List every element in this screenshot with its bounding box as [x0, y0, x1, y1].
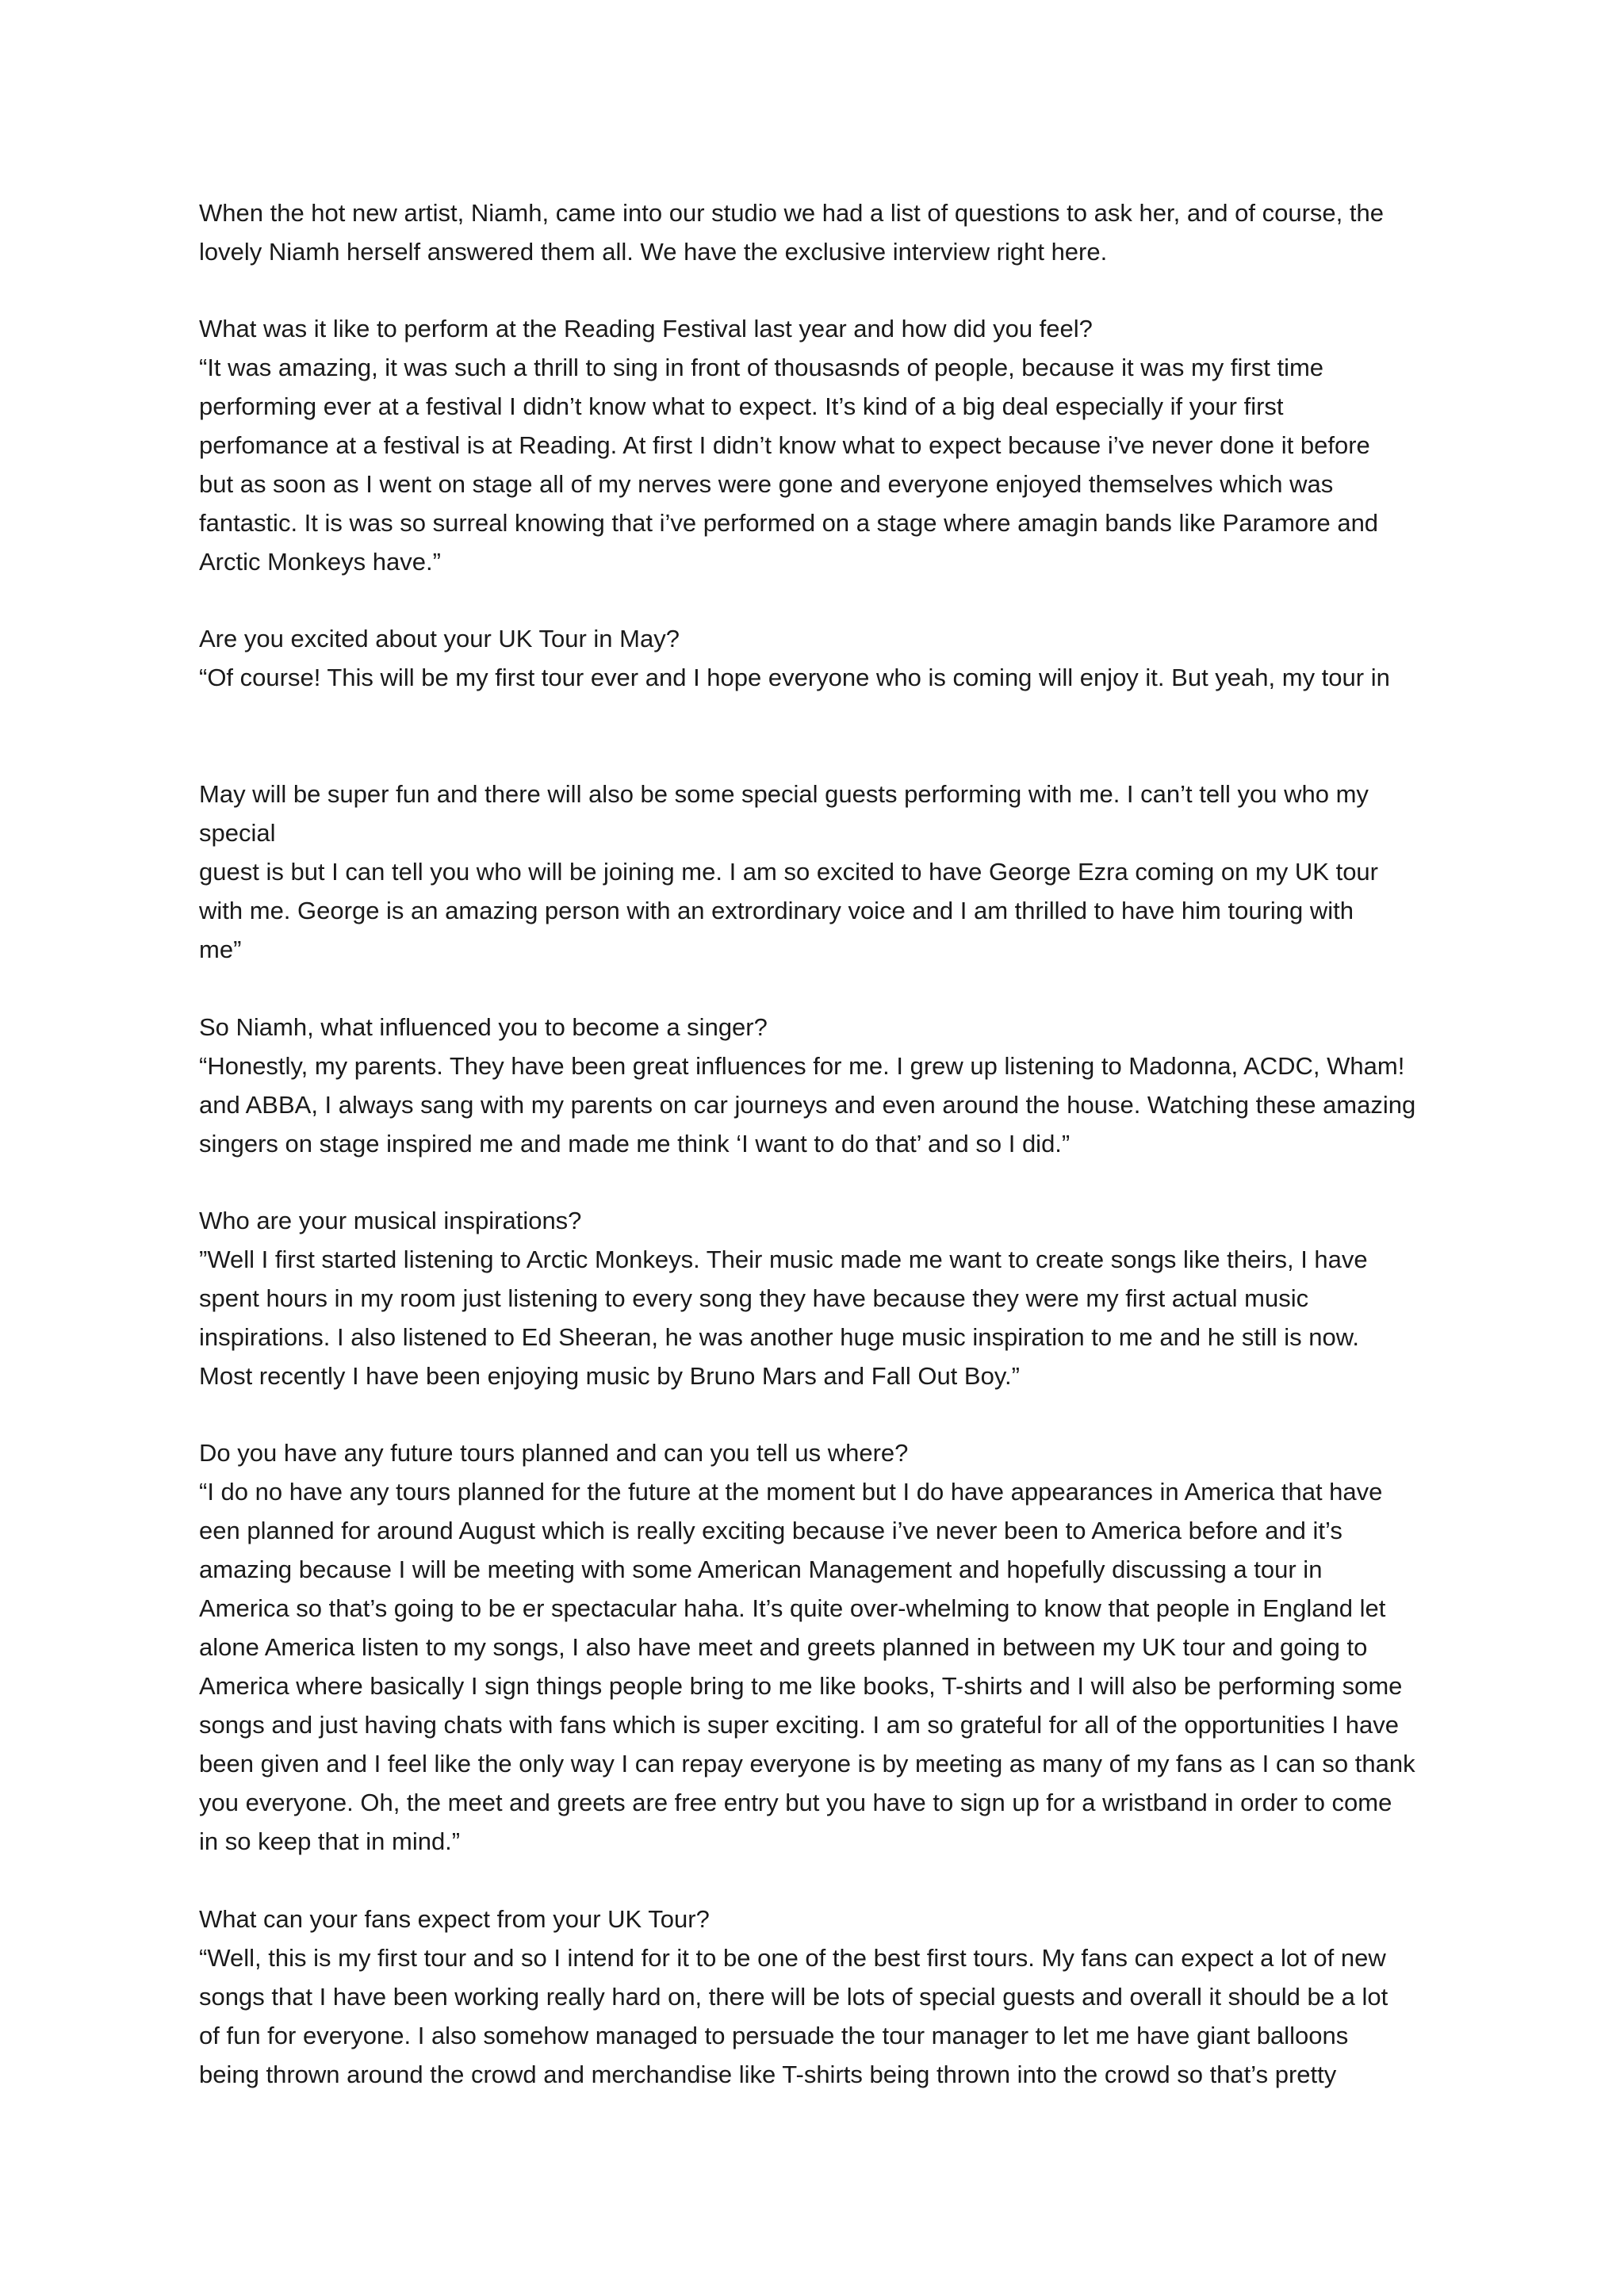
answer-line: songs that I have been working really hard on, there will be lots of special guests and overall it should be a lot — [199, 1983, 1388, 2011]
answer-line: “Honestly, my parents. They have been great influences for me. I grew up listening to Madonna, ACDC, Wham! — [199, 1052, 1405, 1080]
question-line: Do you have any future tours planned and can you tell us where? — [199, 1439, 909, 1467]
answer-line: “Of course! This will be my first tour ever and I hope everyone who is coming will enjoy it. But yeah, my tour in — [199, 664, 1390, 691]
answer-line: in so keep that in mind.” — [199, 1827, 461, 1855]
question-line: Who are your musical inspirations? — [199, 1207, 582, 1234]
answer-line: May will be super fun and there will also be some special guests performing with me. I can’t tell you who my — [199, 780, 1369, 808]
answer-line: perfomance at a festival is at Reading. At first I didn’t know what to expect because i’ve never done it before — [199, 431, 1370, 459]
answer-line: een planned for around August which is really exciting because i’ve never been to America before and it’s — [199, 1517, 1342, 1544]
answer-line: you everyone. Oh, the meet and greets are free entry but you have to sign up for a wristband in order to come — [199, 1789, 1392, 1816]
answer-line: been given and I feel like the only way I can repay everyone is by meeting as many of my fans as I can so thank — [199, 1750, 1415, 1777]
answer-line: performing ever at a festival I didn’t know what to expect. It’s kind of a big deal especially if your first — [199, 392, 1284, 420]
answer-line: Most recently I have been enjoying music by Bruno Mars and Fall Out Boy.” — [199, 1362, 1020, 1390]
answer-line: inspirations. I also listened to Ed Sheeran, he was another huge music inspiration to me and he still is now. — [199, 1323, 1359, 1351]
answer-line: fantastic. It is was so surreal knowing that i’ve performed on a stage where amagin bands like Paramore and — [199, 509, 1379, 537]
intro-line: lovely Niamh herself answered them all. We have the exclusive interview right here. — [199, 238, 1108, 266]
answer-line: songs and just having chats with fans which is super exciting. I am so grateful for all of the opportunities I have — [199, 1711, 1399, 1739]
answer-line: “Well, this is my first tour and so I intend for it to be one of the best first tours. My fans can expect a lot of new — [199, 1944, 1386, 1972]
answer-line: alone America listen to my songs, I also have meet and greets planned in between my UK tour and going to — [199, 1633, 1368, 1661]
answer-line: America so that’s going to be er spectacular haha. It’s quite over-whelming to know that people in England let — [199, 1594, 1386, 1622]
answer-line: singers on stage inspired me and made me think ‘I want to do that’ and so I did.” — [199, 1130, 1071, 1158]
answer-line: America where basically I sign things people bring to me like books, T-shirts and I will also be performing some — [199, 1672, 1403, 1700]
question-line: So Niamh, what influenced you to become a singer? — [199, 1013, 768, 1041]
answer-line: “I do no have any tours planned for the future at the moment but I do have appearances in America that have — [199, 1478, 1383, 1506]
answer-line: but as soon as I went on stage all of my nerves were gone and everyone enjoyed themselves which was — [199, 470, 1334, 498]
question-line: What was it like to perform at the Reading Festival last year and how did you feel? — [199, 315, 1093, 342]
answer-line: being thrown around the crowd and merchandise like T-shirts being thrown into the crowd so that’s pretty — [199, 2061, 1337, 2088]
answer-line: me” — [199, 936, 242, 963]
question-line: What can your fans expect from your UK Tour? — [199, 1905, 710, 1933]
question-line: Are you excited about your UK Tour in May? — [199, 625, 680, 652]
answer-line: guest is but I can tell you who will be joining me. I am so excited to have George Ezra coming on my UK tour — [199, 858, 1379, 886]
answer-line: amazing because I will be meeting with some American Management and hopefully discussing a tour in — [199, 1556, 1323, 1583]
answer-line: spent hours in my room just listening to every song they have because they were my first actual music — [199, 1284, 1309, 1312]
answer-line: “It was amazing, it was such a thrill to sing in front of thousasnds of people, because it was my first time — [199, 354, 1324, 381]
answer-line: of fun for everyone. I also somehow managed to persuade the tour manager to let me have giant balloons — [199, 2022, 1349, 2049]
answer-line: and ABBA, I always sang with my parents on car journeys and even around the house. Watching these amazing — [199, 1091, 1416, 1119]
answer-line: special — [199, 819, 276, 847]
answer-line: Arctic Monkeys have.” — [199, 548, 441, 576]
intro-line: When the hot new artist, Niamh, came into our studio we had a list of questions to ask her, and of course, the — [199, 199, 1384, 227]
answer-line: ”Well I first started listening to Arctic Monkeys. Their music made me want to create songs like theirs, I have — [199, 1246, 1368, 1273]
answer-line: with me. George is an amazing person with an extrordinary voice and I am thrilled to have him touring with — [199, 897, 1354, 924]
